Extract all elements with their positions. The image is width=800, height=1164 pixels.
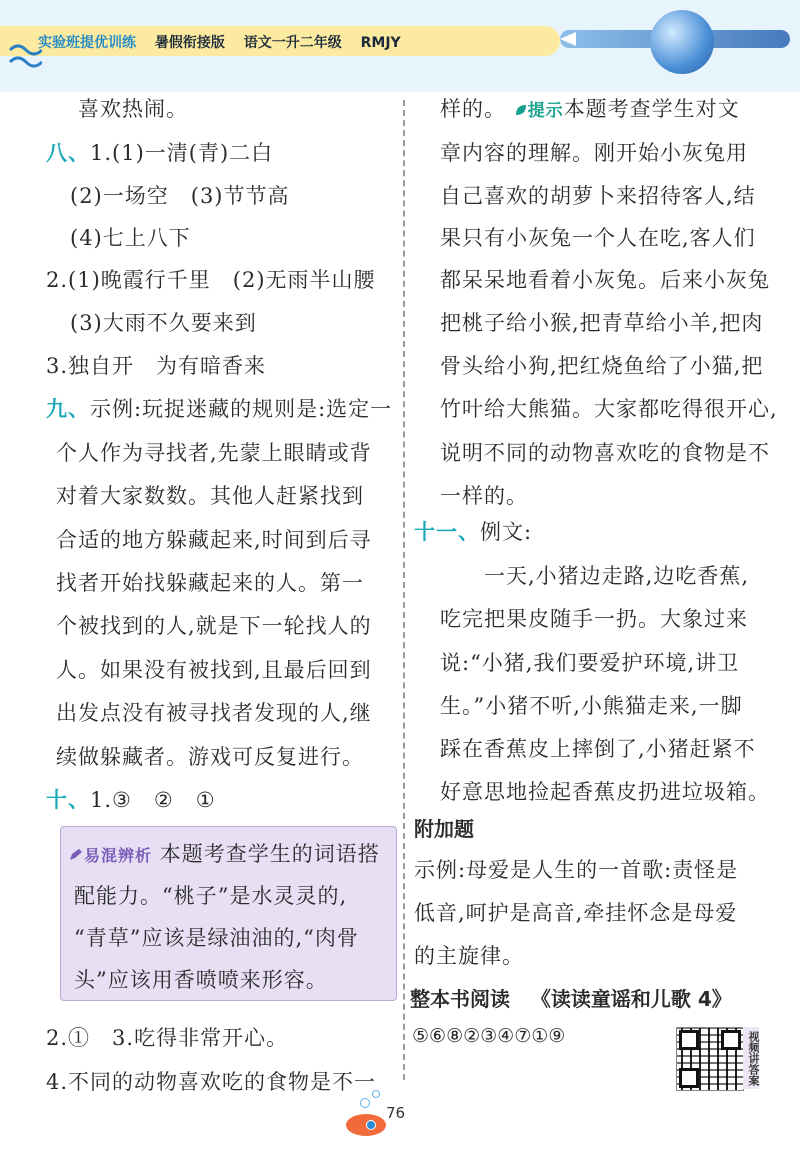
q11-line (414, 516, 532, 546)
q8-3-line: 3.独自开 为有暗香来 (46, 354, 267, 378)
book-reading-line (410, 983, 732, 1012)
q8-2-line-1: 2.(1)晚霞行千里 (2)无雨半山腰 (46, 268, 376, 292)
q8-line-2: (2)一场空 (3)节节高 (70, 184, 290, 208)
extra-line-3: 的主旋律。 (414, 944, 524, 968)
q8-number: 八、 (46, 141, 90, 165)
version-code: RMJY (360, 35, 401, 51)
right-text-post: 本题考查学生对文 (563, 97, 740, 121)
essay-line-6: 好意思地捡起香蕉皮扔进垃圾箱。 (440, 780, 770, 804)
extra-line-1: 示例:母爱是人生的一首歌:责怪是 (414, 858, 739, 882)
planet-icon (650, 10, 714, 74)
qr-side-label: 视频讲答案 (743, 1027, 759, 1089)
tip-label-text: 提示 (527, 101, 564, 121)
book-title: 《读读童谣和儿歌 4》 (530, 987, 732, 1011)
qr-finder-tl (679, 1030, 699, 1050)
series-name: 实验班提优训练 (38, 35, 136, 51)
q11-text: 例文: (480, 520, 533, 544)
page-number: 76 (386, 1104, 406, 1122)
q8-2-line-2: (3)大雨不久要来到 (70, 311, 257, 335)
q9-line-4: 合适的地方躲藏起来,时间到后寻 (56, 528, 372, 552)
qr-code[interactable] (676, 1027, 744, 1091)
right-line-1 (440, 93, 740, 123)
q9-line-7: 人。如果没有被找到,且最后回到 (56, 658, 372, 682)
q10-2-line: 2.① 3.吃得非常开心。 (46, 1026, 289, 1050)
q8-line-3: (4)七上八下 (70, 226, 191, 250)
right-line-3: 自己喜欢的胡萝卜来招待客人,结 (440, 184, 756, 208)
right-line-2: 章内容的理解。刚开始小灰兔用 (440, 141, 748, 165)
right-line-8: 竹叶给大熊猫。大家都吃得很开心, (440, 397, 778, 421)
q8-line-1 (46, 137, 273, 167)
left-line-1: 喜欢热闹。 (78, 97, 188, 121)
extra-title: 附加题 (414, 817, 474, 841)
wave-decoration-icon (8, 42, 42, 76)
bubble-icon (360, 1098, 370, 1108)
essay-line-5: 踩在香蕉皮上摔倒了,小猪赶紧不 (440, 737, 756, 761)
essay-line-4: 生。”小猪不听,小熊猫走来,一脚 (440, 694, 743, 718)
q9-line-5: 找者开始找躲藏起来的人。第一 (56, 571, 364, 595)
subject-name: 语文一升二年级 (243, 35, 342, 51)
q11-number: 十一、 (414, 520, 480, 544)
rocket-tip-icon (560, 32, 576, 46)
note-text-1: 本题考查学生的词语搭 (159, 842, 380, 866)
qr-finder-tr (721, 1030, 741, 1050)
note-line-1 (68, 838, 380, 868)
right-line-6: 把桃子给小猴,把青草给小羊,把肉 (440, 311, 764, 335)
note-line-4: 头”应该用香喷喷来形容。 (74, 968, 328, 992)
q9-line-6: 个被找到的人,就是下一轮找人的 (56, 614, 372, 638)
note-label (68, 846, 152, 865)
leaf-icon (514, 103, 528, 117)
right-line-9: 说明不同的动物喜欢吃的食物是不 (440, 441, 770, 465)
q10-text: 1.③ ② ① (90, 788, 216, 812)
note-line-3: “青草”应该是绿油油的,“肉骨 (74, 926, 359, 950)
order-answer: ⑤⑥⑧②③④⑦①⑨ (412, 1025, 566, 1047)
pencil-icon (68, 848, 84, 862)
q9-line-2: 个人作为寻找者,先蒙上眼睛或背 (56, 441, 372, 465)
q10-4-line: 4.不同的动物喜欢吃的食物是不一 (46, 1070, 377, 1094)
essay-line-1: 一天,小猪边走路,边吃香蕉, (484, 564, 750, 588)
q9-text-1: 示例:玩捉迷藏的规则是:选定一 (90, 397, 393, 421)
q9-number: 九、 (46, 397, 90, 421)
q9-line-3: 对着大家数数。其他人赶紧找到 (56, 484, 364, 508)
edition-name: 暑假衔接版 (154, 35, 225, 51)
right-line-4: 果只有小灰兔一个人在吃,客人们 (440, 226, 756, 250)
essay-line-2: 吃完把果皮随手一扔。大象过来 (440, 607, 748, 631)
q10-number: 十、 (46, 788, 90, 812)
q9-line-8: 出发点没有被寻找者发现的人,继 (56, 701, 372, 725)
q9-line-1 (46, 393, 392, 423)
right-line-10: 一样的。 (440, 484, 528, 508)
qr-finder-bl (679, 1068, 699, 1088)
note-label-text: 易混辨析 (84, 846, 153, 865)
right-line-5: 都呆呆地看着小灰兔。后来小灰兔 (440, 268, 770, 292)
note-line-2: 配能力。“桃子”是水灵灵的, (74, 884, 348, 908)
bubble-icon (372, 1090, 380, 1098)
essay-line-3: 说:“小猪,我们要爱护环境,讲卫 (440, 651, 740, 675)
right-line-7: 骨头给小狗,把红烧鱼给了小猫,把 (440, 354, 764, 378)
q8-text-1: 1.(1)一清(青)二白 (90, 141, 274, 165)
fish-eye-icon (366, 1120, 376, 1130)
tip-label (514, 101, 564, 121)
column-divider (403, 100, 405, 1080)
extra-line-2: 低音,呵护是高音,牵挂怀念是母爱 (414, 901, 738, 925)
q9-line-9: 续做躲藏者。游戏可反复进行。 (56, 745, 364, 769)
q10-line-1 (46, 784, 216, 814)
book-label: 整本书阅读 (410, 987, 510, 1011)
header-title (38, 32, 415, 52)
right-text-pre: 样的。 (440, 97, 506, 121)
